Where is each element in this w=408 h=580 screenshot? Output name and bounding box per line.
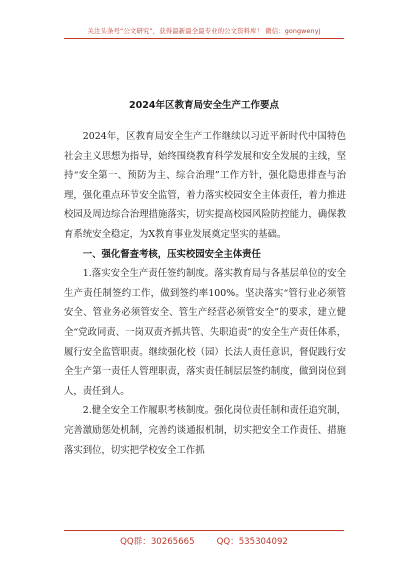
document-body <box>64 127 346 460</box>
qq-group-number: 30265665 <box>150 537 195 547</box>
qq-label: QQ： <box>216 537 239 547</box>
qq-group-label: QQ群： <box>120 537 151 547</box>
qq-number: 535304092 <box>238 537 288 547</box>
header-divider <box>64 38 344 39</box>
section-heading-1: 一、强化督查考核，压实校园安全主体责任 <box>82 248 261 260</box>
paragraph-1: 1.落实安全生产责任签约制度。落实教育局与各基层单位的安全生产责任制签约工作，做到签约率100%。坚决落实“管行业必须管安全、管业务必须管安全、管生产经营必须管安全”的要求，建立健全“党政同责、一岗双责齐抓共管、失职追责”的安全生产责任体系，履行安全监管职责。继续强化校（园）长法人责任意识，督促践行安全生产第一责任人管理职责，落实责任制层层签约制度，做到岗位到人，责任到人。 <box>64 268 346 397</box>
intro-paragraph: 2024年，区教育局安全生产工作继续以习近平新时代中国特色社会主义思想为指导，始终围绕教育科学发展和安全发展的主线，坚持“安全第一、预防为主、综合治理”工作方针，强化隐患排查与治理，强化重点环节安全监管，着力落实校园安全主体责任，着力推进校园及周边综合治理措施落实，切实提高校园风险防控能力，确保教育系统安全稳定，为X教育事业发展奠定坚实的基础。 <box>64 131 346 240</box>
paragraph-2: 2.健全安全工作履职考核制度。强化岗位责任制和责任追究制，完善激励惩处机制，完善约谈通报机制，切实把安全工作责任、措施落实到位，切实把学校安全工作抓 <box>64 405 346 456</box>
header-banner: 关注头条号“公文研究”，获得最新最全最专业的公文资料库！ 微信：gongwenyj <box>87 27 321 35</box>
footer-divider <box>64 530 344 531</box>
footer-banner <box>0 535 408 547</box>
document-title: 2024年区教育局安全生产工作要点 <box>129 100 279 111</box>
